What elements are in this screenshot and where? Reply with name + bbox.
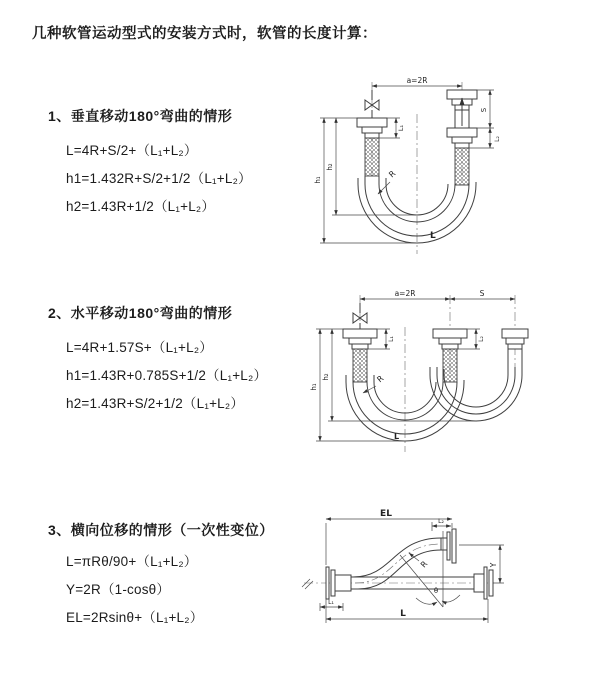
- formula-l: L=4R+1.57S+（L₁+L₂）: [66, 340, 213, 355]
- left-nut: [362, 127, 382, 133]
- dim-h1-label: h₁: [314, 176, 322, 184]
- section-horizontal-bend: [48, 303, 328, 423]
- formula-y: Y=2R（1-cosθ）: [66, 582, 171, 597]
- dim-l1-label: L₁: [388, 336, 395, 342]
- left-nut: [349, 338, 371, 344]
- dim-l2-label: L₂: [438, 518, 444, 525]
- dim-h2-label: h₂: [326, 163, 334, 171]
- left-flange: [343, 329, 377, 338]
- formula-h1: h1=1.43R+0.785S+1/2（L₁+L₂）: [66, 368, 268, 383]
- mid-flange: [433, 329, 467, 338]
- mid-neck: [442, 344, 458, 349]
- right-neck: [508, 344, 522, 349]
- right-flange-plate: [489, 570, 493, 596]
- ext-line: [326, 523, 452, 565]
- diagram-horizontal-bend: [308, 287, 593, 457]
- section-vertical-bend: [48, 106, 328, 226]
- angle-arrow: [416, 598, 437, 604]
- right-nut: [506, 338, 524, 344]
- right-flange-lower: [447, 128, 477, 137]
- upper-flange-plate: [452, 529, 456, 563]
- ext-line: [326, 599, 488, 623]
- left-fitting-neck: [335, 575, 351, 591]
- formula-h1: h1=1.432R+S/2+1/2（L₁+L₂）: [66, 171, 252, 186]
- upper-fitting-neck: [441, 538, 447, 550]
- left-neck: [365, 133, 379, 138]
- dim-l1-label: L₁: [328, 599, 334, 606]
- centerline-break-mark: [302, 579, 313, 589]
- left-flange-plate: [331, 570, 335, 596]
- dim-s-label: S: [479, 289, 485, 298]
- formula-el: EL=2Rsinθ+（L₁+L₂）: [66, 610, 204, 625]
- dim-span-label: a=2R: [394, 289, 416, 298]
- right-nut-lower: [452, 137, 472, 143]
- angle-arrow: [442, 595, 460, 602]
- dim-h2-label: h₂: [322, 373, 330, 381]
- radius-label: R: [387, 168, 398, 180]
- left-braid: [353, 349, 367, 382]
- radius-label: R: [375, 373, 386, 385]
- formula-h2: h2=1.43R+S/2+1/2（L₁+L₂）: [66, 396, 245, 411]
- left-flange: [357, 118, 387, 127]
- dim-length-label: L: [400, 609, 406, 619]
- section-1-heading: 1、垂直移动180°弯曲的情形: [48, 108, 233, 124]
- right-flange-upper: [447, 90, 477, 99]
- dim-l2-label: L₂: [494, 136, 501, 142]
- upper-flange-plate: [447, 532, 450, 560]
- diagram-lateral-displacement: [298, 495, 593, 655]
- length-label: L: [430, 231, 436, 241]
- angle-label: θ: [433, 587, 439, 595]
- formula-l: L=πRθ/90+（L₁+L₂）: [66, 554, 198, 569]
- section-2-heading: 2、水平移动180°弯曲的情形: [48, 305, 233, 321]
- right-neck-lower: [455, 143, 469, 148]
- diagram-vertical-bend: [312, 72, 582, 257]
- section-3-heading: 3、横向位移的情形（一次性变位）: [48, 522, 274, 538]
- radius-leader: [363, 386, 376, 393]
- right-flange: [502, 329, 528, 338]
- dim-el-label: EL: [380, 509, 392, 519]
- right-flange-plate: [484, 567, 487, 599]
- dim-span-label: a=2R: [406, 76, 428, 85]
- dim-s-label: S: [480, 107, 488, 113]
- radius-label: R: [418, 559, 430, 570]
- mid-braid: [443, 349, 457, 382]
- dim-h1-label: h₁: [310, 383, 318, 391]
- left-braid: [365, 138, 379, 176]
- dim-y-label: Y: [489, 562, 498, 568]
- left-neck: [352, 344, 368, 349]
- dim-l2-label: L₂: [478, 336, 485, 342]
- left-flange-plate: [326, 567, 329, 599]
- right-braid: [455, 148, 469, 185]
- length-label: L: [394, 432, 400, 441]
- right-fitting-neck: [474, 574, 484, 592]
- page-title: 几种软管运动型式的安装方式时，软管的长度计算：: [32, 26, 377, 42]
- dim-l1-label: L₁: [397, 124, 405, 132]
- section-lateral-displacement: [48, 520, 328, 640]
- radius-leader: [378, 182, 390, 194]
- mid-nut: [439, 338, 461, 344]
- formula-h2: h2=1.43R+1/2（L₁+L₂）: [66, 199, 216, 214]
- formula-l: L=4R+S/2+（L₁+L₂）: [66, 143, 198, 158]
